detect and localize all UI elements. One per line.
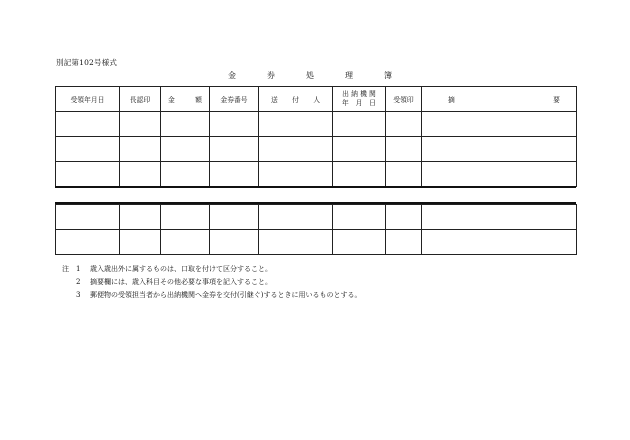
- notes: [62, 263, 361, 302]
- header-summary: [422, 87, 577, 112]
- header-received-date: 受領年月日: [56, 87, 120, 112]
- header-summary-b: 要: [553, 96, 560, 104]
- note-number: 3: [76, 291, 81, 299]
- note-number: 2: [76, 278, 81, 286]
- header-issuing-org-name: 出 納 機 関: [342, 90, 376, 98]
- notes-prefix: 注: [62, 265, 69, 273]
- title-char: 券: [267, 71, 275, 80]
- ledger-table-upper: [55, 86, 577, 187]
- table-row: [56, 137, 577, 162]
- header-amount-a: 金: [168, 96, 175, 104]
- table-row: [56, 205, 577, 230]
- note-item: [62, 289, 361, 302]
- header-amount-b: 額: [195, 96, 202, 104]
- title-char: 処: [306, 71, 314, 80]
- table-row: [56, 162, 577, 187]
- header-sender: [259, 87, 333, 112]
- header-issuing-org: [333, 87, 386, 112]
- title-char: 金: [228, 71, 236, 80]
- note-number: 1: [76, 265, 81, 273]
- title-char: 理: [345, 71, 353, 80]
- ledger-table-lower: [55, 204, 577, 255]
- note-text: 郵便物の受領担当者から出納機関へ金券を交付(引継ぐ)するときに用いるものとする。: [90, 291, 362, 299]
- section-divider-top: [55, 186, 576, 188]
- header-voucher-no: 金券番号: [210, 87, 259, 112]
- form-id: 別記第102号様式: [56, 58, 118, 67]
- note-text: 歳入歳出外に属するものは、口取を付けて区分すること。: [90, 265, 272, 273]
- note-text: 摘要欄には、歳入科目その他必要な事項を記入すること。: [90, 278, 272, 286]
- note-item: [62, 263, 361, 276]
- header-sender-a: 送: [270, 96, 278, 104]
- header-amount: [161, 87, 210, 112]
- header-chief-seal: 長認印: [120, 87, 161, 112]
- header-receiver-seal: 受領印: [386, 87, 422, 112]
- table-row: [56, 112, 577, 137]
- header-issuing-date: 年 月 日: [342, 99, 376, 107]
- header-sender-b: 付: [292, 96, 299, 104]
- page-title: [228, 70, 423, 81]
- title-char: 簿: [384, 71, 392, 80]
- header-summary-a: 摘: [448, 96, 455, 104]
- table-row: [56, 230, 577, 255]
- note-item: [62, 276, 361, 289]
- header-row: [56, 87, 577, 112]
- header-sender-c: 人: [313, 96, 321, 104]
